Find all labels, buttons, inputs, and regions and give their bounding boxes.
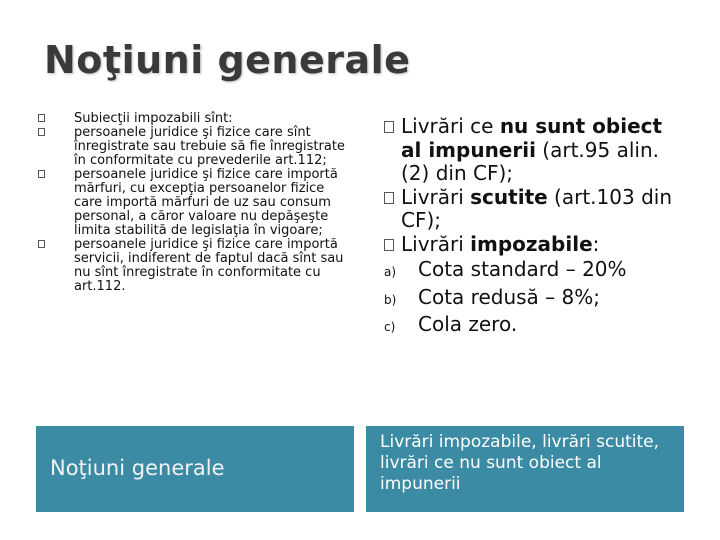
delivery-lead: Livrări bbox=[401, 184, 471, 209]
list-item bbox=[38, 112, 348, 126]
rate-item bbox=[384, 256, 684, 284]
list-item bbox=[38, 168, 348, 238]
square-bullet-icon bbox=[38, 170, 45, 178]
caption-left-text: Noţiuni generale bbox=[50, 456, 225, 480]
list-item bbox=[38, 126, 348, 168]
list-item-text: persoanele juridice şi fizice care sînt înregistrate sau trebuie să fie înregistrate în conformitate cu prevederile art.112; bbox=[74, 125, 345, 168]
delivery-rest: (art.103 din CF); bbox=[401, 184, 672, 232]
delivery-emphasis: nu sunt obiect al impunerii bbox=[401, 114, 663, 162]
rate-text: Cota redusă – 8%; bbox=[418, 284, 600, 309]
delivery-emphasis: impozabile bbox=[470, 231, 593, 256]
delivery-lead: Livrări ce bbox=[401, 114, 500, 138]
rate-text: Cola zero. bbox=[418, 312, 518, 336]
caption-right-text: Livrări impozabile, livrări scutite, livrări ce nu sunt obiect al impunerii bbox=[380, 432, 660, 494]
list-item bbox=[38, 238, 348, 294]
rate-text: Cota standard – 20% bbox=[418, 257, 627, 281]
list-item-text: persoanele juridice şi fizice care importă mărfuri, cu excepţia persoanelor fizice care importă mărfuri de uz sau consum personal, a căror valoare nu depăşeşte limita stabilită de legislaţia în vigoare; bbox=[74, 167, 338, 238]
list-item-text: Subiecţii impozabili sînt: bbox=[74, 111, 233, 126]
caption-box-right bbox=[366, 426, 684, 512]
delivery-emphasis: scutite bbox=[470, 184, 548, 209]
square-bullet-icon bbox=[38, 114, 45, 122]
square-bullet-icon bbox=[384, 192, 394, 204]
list-item-text: persoanele juridice şi fizice care importă servicii, indiferent de faptul dacă sînt sau nu sînt înregistrate în conformitate cu art.112. bbox=[74, 237, 344, 294]
rate-marker: c) bbox=[384, 320, 396, 334]
delivery-item bbox=[384, 186, 684, 233]
delivery-lead: Livrări bbox=[401, 231, 471, 256]
square-bullet-icon bbox=[38, 128, 45, 136]
delivery-item bbox=[384, 115, 684, 186]
subjects-list bbox=[38, 112, 348, 294]
deliveries-list bbox=[384, 115, 684, 339]
delivery-rest: : bbox=[592, 231, 600, 256]
square-bullet-icon bbox=[384, 121, 394, 133]
square-bullet-icon bbox=[384, 239, 394, 251]
rate-marker: b) bbox=[384, 292, 397, 307]
delivery-item bbox=[384, 233, 684, 257]
rate-item bbox=[384, 284, 684, 312]
delivery-rest: (art.95 alin.(2) din CF); bbox=[401, 137, 659, 185]
square-bullet-icon bbox=[38, 240, 45, 248]
page-title: Noţiuni generale bbox=[44, 38, 411, 82]
rate-marker: a) bbox=[384, 265, 397, 279]
caption-box-left bbox=[36, 426, 354, 512]
rate-item bbox=[384, 311, 684, 339]
